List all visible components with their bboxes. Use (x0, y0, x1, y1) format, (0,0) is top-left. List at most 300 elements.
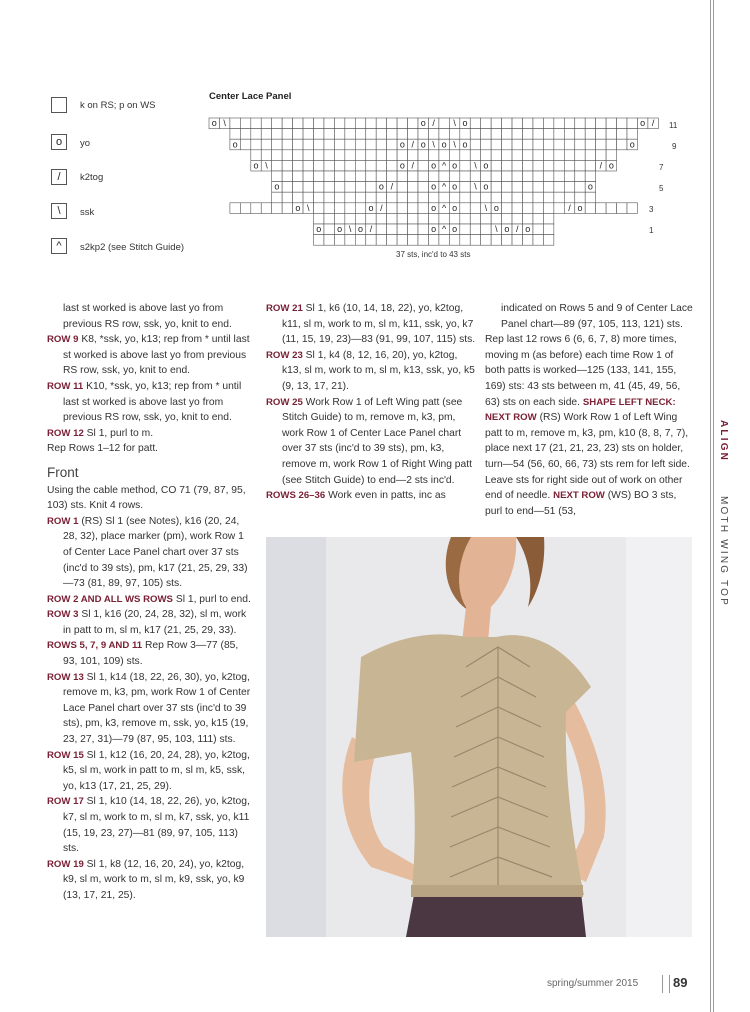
chart-cell (314, 182, 324, 193)
chart-cell (523, 192, 533, 203)
chart-symbol: \ (223, 118, 226, 129)
chart-cell (523, 160, 533, 171)
chart-cell (230, 129, 240, 140)
chart-cell (481, 224, 491, 235)
chart-cell (418, 203, 428, 214)
chart-cell (397, 150, 407, 161)
chart-symbol: \ (453, 118, 456, 129)
chart-cell (314, 203, 324, 214)
chart-cell (470, 150, 480, 161)
row11: ROW 11 K10, *ssk, yo, k13; rep from * until last st worked is above last yo from previous RS row, ssk, yo, knit to end. (47, 380, 242, 424)
chart-cell (324, 192, 334, 203)
chart-cell (314, 192, 324, 203)
chart-cell (387, 129, 397, 140)
chart-cell (303, 192, 313, 203)
chart-cell (512, 213, 522, 224)
chart-cell (533, 118, 543, 129)
legend-label-knit: k on RS; p on WS (80, 100, 156, 111)
front-heading: Front (47, 464, 79, 480)
chart-symbol: o (462, 139, 468, 150)
chart-cell (376, 224, 386, 235)
chart-cell (512, 118, 522, 129)
row12: ROW 12 Sl 1, purl to m. (47, 427, 154, 439)
chart-cell (554, 129, 564, 140)
chart-cell (314, 235, 324, 246)
chart-caption: 37 sts, inc'd to 43 sts (396, 250, 471, 259)
chart-cell (449, 150, 459, 161)
chart-cell (585, 118, 595, 129)
chart-cell (470, 139, 480, 150)
chart-cell (523, 235, 533, 246)
chart-cell (460, 203, 470, 214)
chart-cell (314, 129, 324, 140)
chart-cell (554, 203, 564, 214)
chart-cell (512, 171, 522, 182)
side-rule-inner (713, 0, 714, 1012)
chart-cell (366, 129, 376, 140)
chart-symbol: o (378, 181, 384, 192)
chart-cell (387, 150, 397, 161)
row-number-5: 5 (659, 184, 664, 193)
chart-cell (533, 192, 543, 203)
chart-cell (293, 160, 303, 171)
chart-cell (491, 171, 501, 182)
chart-cell (397, 213, 407, 224)
chart-cell (470, 203, 480, 214)
chart-cell (449, 129, 459, 140)
front-row23: ROW 23 Sl 1, k4 (8, 12, 16, 20), yo, k2tog, k13, sl m, work to m, sl m, k13, ssk, yo, k5 (9, 13, 17, 21). (266, 349, 475, 392)
chart-cell (564, 171, 574, 182)
chart-cell (387, 203, 397, 214)
chart-cell (418, 160, 428, 171)
chart-cell (408, 129, 418, 140)
chart-cell (282, 150, 292, 161)
chart-cell (282, 171, 292, 182)
column-1 (47, 301, 255, 904)
chart-cell (355, 182, 365, 193)
chart-symbol: o (399, 160, 405, 171)
chart-cell (543, 203, 553, 214)
chart-cell (355, 213, 365, 224)
chart-cell (523, 118, 533, 129)
chart-cell (606, 150, 616, 161)
chart-cell (282, 203, 292, 214)
chart-symbol: / (369, 224, 373, 235)
chart-cell (345, 160, 355, 171)
chart-cell (428, 235, 438, 246)
chart-cell (596, 203, 606, 214)
chart-symbol: / (380, 202, 383, 213)
chart-cell (543, 160, 553, 171)
chart-symbol: / (651, 118, 655, 129)
chart-cell (627, 203, 637, 214)
chart-symbol: o (493, 202, 499, 213)
chart-symbol: o (316, 224, 322, 235)
chart-cell (470, 171, 480, 182)
chart-cell (575, 118, 585, 129)
chart-cell (543, 139, 553, 150)
chart-cell (240, 129, 250, 140)
chart-cell (324, 160, 334, 171)
chart-cell (554, 139, 564, 150)
chart-cell (543, 118, 553, 129)
legend-label-s2kp2: s2kp2 (see Stitch Guide) (80, 242, 185, 253)
legend-k2tog-icon: / (51, 169, 67, 185)
chart-cell (397, 129, 407, 140)
chart-cell (533, 150, 543, 161)
chart-cell (240, 139, 250, 150)
chart-cell (575, 150, 585, 161)
col3-continuation: indicated on Rows 5 and 9 of Center Lace Panel chart—89 (97, 105, 113, 121) sts. (501, 303, 693, 330)
chart-cell (627, 118, 637, 129)
chart-cell (240, 118, 250, 129)
chart-cell (293, 139, 303, 150)
chart-cell (293, 192, 303, 203)
chart-cell (543, 129, 553, 140)
chart-cell (282, 182, 292, 193)
chart-cell (251, 139, 261, 150)
legend-ssk-icon: \ (51, 203, 67, 219)
chart-symbol: o (452, 224, 458, 235)
side-tab-align: ALIGN (718, 420, 729, 463)
chart-cell (491, 129, 501, 140)
chart-cell (460, 182, 470, 193)
chart-cell (418, 213, 428, 224)
chart-cell (345, 192, 355, 203)
front-row15: ROW 15 Sl 1, k12 (16, 20, 24, 28), yo, k2tog, k5, sl m, work in patt to m, sl m, k5, ssk, yo, k13 (17, 21, 25, 29). (47, 749, 250, 792)
chart-cell (387, 235, 397, 246)
chart-cell (481, 192, 491, 203)
row-number-9: 9 (672, 142, 677, 151)
column-2 (266, 301, 476, 504)
chart-symbol: / (516, 224, 519, 235)
chart-symbol: ^ (442, 202, 447, 213)
chart-cell (334, 171, 344, 182)
chart-cell (345, 213, 355, 224)
chart-cell (502, 139, 512, 150)
chart-cell (502, 150, 512, 161)
chart-cell (408, 235, 418, 246)
chart-symbol: o (337, 224, 343, 235)
chart-cell (460, 224, 470, 235)
chart-cell (261, 139, 271, 150)
row-number-11: 11 (669, 121, 678, 130)
chart-cell (272, 139, 282, 150)
chart-cell (533, 235, 543, 246)
chart-cell (387, 224, 397, 235)
chart-cell (345, 129, 355, 140)
chart-cell (324, 213, 334, 224)
chart-cell (324, 171, 334, 182)
chart-cell (345, 182, 355, 193)
chart-cell (470, 192, 480, 203)
legend-label-yo: yo (80, 138, 91, 149)
chart-cell (387, 139, 397, 150)
chart-cell (543, 182, 553, 193)
chart-cell (376, 171, 386, 182)
chart-cell (293, 171, 303, 182)
chart-cell (324, 203, 334, 214)
chart-symbol: / (411, 160, 415, 171)
chart-cell (470, 224, 480, 235)
chart-cell (543, 171, 553, 182)
chart-cell (502, 192, 512, 203)
chart-cell (596, 150, 606, 161)
chart-symbol: o (483, 160, 489, 171)
chart-cell (376, 129, 386, 140)
chart-cell (606, 118, 616, 129)
chart-cell (554, 150, 564, 161)
chart-cell (366, 160, 376, 171)
chart-cell (460, 235, 470, 246)
chart-cell (366, 235, 376, 246)
chart-cell (334, 192, 344, 203)
chart-cell (596, 118, 606, 129)
legend-yo-icon: o (51, 134, 67, 150)
chart-symbol: o (253, 160, 259, 171)
chart-symbol: o (640, 118, 646, 129)
chart-cell (585, 192, 595, 203)
chart-symbol: o (452, 202, 458, 213)
chart-cell (439, 235, 449, 246)
chart-cell (543, 235, 553, 246)
front-row21: ROW 21 Sl 1, k6 (10, 14, 18, 22), yo, k2tog, k11, sl m, work to m, sl m, k11, ssk, yo, k7 (11, 15, 19, 23)—83 (91, 99, 107, 115) sts. (266, 303, 476, 346)
chart-cell (261, 203, 271, 214)
chart-cell (272, 118, 282, 129)
chart-symbol: o (462, 118, 468, 129)
side-tab-title: MOTH WING TOP (718, 496, 729, 608)
chart-cell (575, 192, 585, 203)
chart-cell (251, 150, 261, 161)
chart-symbol: ^ (442, 160, 447, 171)
chart-cell (439, 192, 449, 203)
chart-cell (366, 171, 376, 182)
chart-symbol: ^ (442, 224, 447, 235)
chart-cell (334, 160, 344, 171)
chart-symbol: o (483, 181, 489, 192)
chart-cell (272, 150, 282, 161)
chart-cell (460, 171, 470, 182)
chart-cell (240, 203, 250, 214)
chart-cell (523, 213, 533, 224)
chart-cell (324, 118, 334, 129)
front-rows5: ROWS 5, 7, 9 AND 11 Rep Row 3—77 (85, 93, 101, 109) sts. (47, 640, 239, 668)
chart-cell (439, 129, 449, 140)
chart-cell (303, 182, 313, 193)
chart-cell (376, 192, 386, 203)
chart-cell (366, 192, 376, 203)
chart-symbol: / (568, 202, 571, 213)
chart-cell (428, 192, 438, 203)
chart-cell (408, 203, 418, 214)
chart-cell (533, 182, 543, 193)
chart-cell (523, 182, 533, 193)
chart-symbol: \ (453, 139, 456, 150)
chart-cell (428, 150, 438, 161)
chart-cell (491, 213, 501, 224)
chart-cell (554, 171, 564, 182)
chart-cell (481, 213, 491, 224)
front-intro: Using the cable method, CO 71 (79, 87, 95, 103) sts. Knit 4 rows. (47, 484, 246, 512)
chart-cell (533, 213, 543, 224)
chart-cell (502, 171, 512, 182)
chart-cell (314, 118, 324, 129)
chart-cell (355, 118, 365, 129)
chart-symbol: ^ (442, 181, 447, 192)
chart-cell (334, 182, 344, 193)
chart-cell (502, 182, 512, 193)
chart-cell (376, 150, 386, 161)
chart-cell (491, 182, 501, 193)
chart-cell (575, 139, 585, 150)
chart-cell (533, 224, 543, 235)
chart-cell (408, 182, 418, 193)
chart-cell (470, 118, 480, 129)
chart-cell (554, 192, 564, 203)
chart-cell (481, 171, 491, 182)
legend-label-ssk: ssk (80, 207, 95, 218)
chart-cell (251, 129, 261, 140)
front-row17: ROW 17 Sl 1, k10 (14, 18, 22, 26), yo, k2tog, k7, sl m, work to m, sl m, k7, ssk, yo, k11 (15, 19, 23, 27)—81 (89, 97, 105, 113) sts. (47, 796, 250, 855)
chart-cell (481, 129, 491, 140)
chart-cell (418, 192, 428, 203)
chart-cell (303, 160, 313, 171)
front-row19: ROW 19 Sl 1, k8 (12, 16, 20, 24), yo, k2tog, k9, sl m, work to m, sl m, k9, ssk, yo, k9 (13, 17, 21, 25). (47, 858, 245, 901)
chart-cell (564, 129, 574, 140)
chart-cell (376, 213, 386, 224)
chart-cell (293, 129, 303, 140)
chart-cell (533, 171, 543, 182)
chart-cell (418, 235, 428, 246)
chart-cell (272, 171, 282, 182)
chart-cell (460, 150, 470, 161)
chart-cell (345, 235, 355, 246)
legend-s2kp2-icon: ^ (51, 238, 67, 254)
chart-cell (324, 129, 334, 140)
chart-cell (366, 118, 376, 129)
chart-cell (533, 160, 543, 171)
chart-cell (606, 139, 616, 150)
chart-cell (585, 203, 595, 214)
front-rows26: ROWS 26–36 Work even in patts, inc as (266, 490, 446, 502)
chart-cell (314, 171, 324, 182)
chart-cell (366, 139, 376, 150)
chart-cell (261, 150, 271, 161)
chart-cell (564, 139, 574, 150)
chart-cell (303, 129, 313, 140)
chart-cell (314, 150, 324, 161)
chart-cell (397, 203, 407, 214)
chart-cell (334, 150, 344, 161)
chart-symbol: o (587, 181, 593, 192)
chart-cell (491, 192, 501, 203)
chart-symbol: / (432, 118, 435, 129)
chart-cell (439, 118, 449, 129)
chart-symbol: o (441, 139, 447, 150)
chart-cell (470, 235, 480, 246)
chart-symbol: o (452, 160, 458, 171)
chart-cell (543, 150, 553, 161)
chart-cell (470, 213, 480, 224)
chart-cell (303, 171, 313, 182)
chart-cell (502, 235, 512, 246)
chart-cell (575, 171, 585, 182)
chart-cell (460, 192, 470, 203)
chart-cell (418, 182, 428, 193)
chart-cell (491, 118, 501, 129)
chart-cell (314, 213, 324, 224)
chart-cell (355, 203, 365, 214)
chart-cell (345, 171, 355, 182)
chart-cell (523, 171, 533, 182)
chart-cell (617, 203, 627, 214)
chart-cell (293, 182, 303, 193)
chart-symbol: o (274, 181, 280, 192)
chart-cell (617, 129, 627, 140)
chart-cell (533, 139, 543, 150)
chart-cell (272, 192, 282, 203)
chart-cell (627, 129, 637, 140)
chart-symbol: o (431, 181, 437, 192)
chart-cell (585, 129, 595, 140)
chart-cell (564, 192, 574, 203)
chart-cell (512, 150, 522, 161)
chart-cell (523, 150, 533, 161)
chart-cell (345, 118, 355, 129)
chart-cell (387, 160, 397, 171)
side-rule (710, 0, 711, 1012)
chart-cell (585, 160, 595, 171)
chart-cell (272, 129, 282, 140)
chart-cell (303, 118, 313, 129)
chart-symbol: o (295, 202, 301, 213)
chart-cell (324, 182, 334, 193)
chart-cell (543, 192, 553, 203)
chart-cell (418, 150, 428, 161)
chart-cell (397, 171, 407, 182)
column-3 (485, 301, 695, 519)
chart-cell (481, 118, 491, 129)
chart-cell (345, 203, 355, 214)
chart-symbol: o (431, 224, 437, 235)
chart-cell (293, 150, 303, 161)
chart-cell (314, 160, 324, 171)
chart-cell (324, 224, 334, 235)
chart-cell (230, 203, 240, 214)
chart-cell (230, 118, 240, 129)
chart-cell (355, 160, 365, 171)
chart-cell (502, 129, 512, 140)
chart-cell (512, 203, 522, 214)
chart-symbol: / (599, 160, 603, 171)
chart-cell (428, 129, 438, 140)
chart-cell (408, 150, 418, 161)
chart-cell (418, 129, 428, 140)
chart-symbol: o (420, 118, 426, 129)
chart-symbol: o (525, 224, 531, 235)
chart-cell (512, 129, 522, 140)
chart-cell (491, 235, 501, 246)
chart-cell (523, 129, 533, 140)
chart-cell (439, 213, 449, 224)
chart-cell (376, 235, 386, 246)
chart-symbol: \ (484, 202, 488, 213)
chart-cell (355, 192, 365, 203)
chart-cell (282, 129, 292, 140)
chart-cell (481, 150, 491, 161)
chart-cell (314, 139, 324, 150)
rep-rows: Rep Rows 1–12 for patt. (47, 443, 159, 455)
